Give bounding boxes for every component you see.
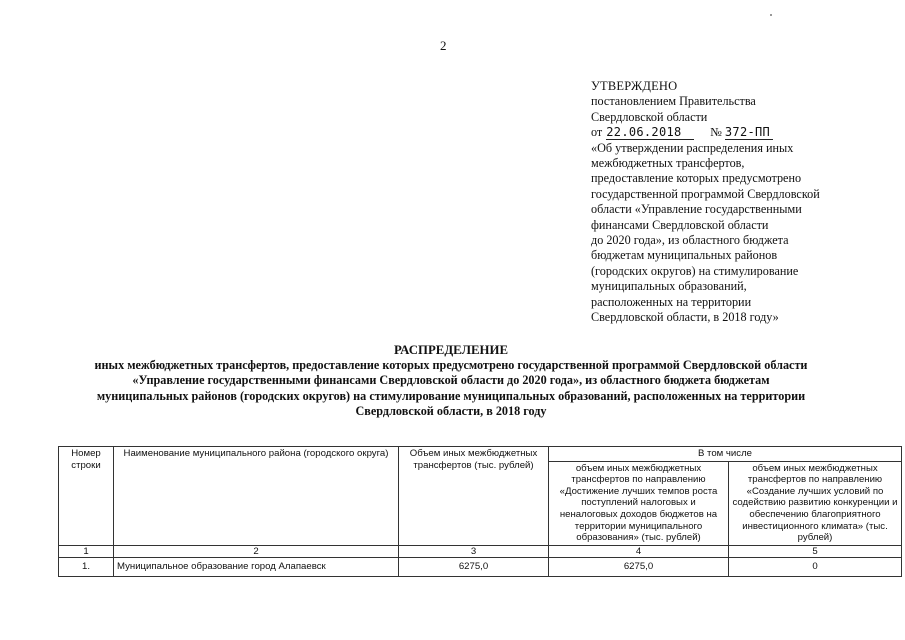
approval-line-2: Свердловской области bbox=[591, 109, 708, 124]
approval-desc-line: финансами Свердловской области bbox=[591, 217, 769, 232]
number-label: № bbox=[710, 125, 722, 140]
direction-2-amount: 0 bbox=[729, 557, 902, 576]
header-total: Объем иных межбюджетных трансфертов (тыс. рублей) bbox=[399, 447, 549, 546]
approval-desc-line: до 2020 года», из областного бюджета bbox=[591, 233, 789, 248]
header-municipality: Наименование муниципального района (городского округа) bbox=[114, 447, 399, 546]
title-main: РАСПРЕДЕЛЕНИЕ bbox=[393, 343, 508, 357]
approval-desc-line: расположенных на территории bbox=[591, 294, 752, 309]
approval-desc-line: (городских округов) на стимулирование bbox=[591, 263, 799, 278]
approval-desc-line: государственной программой Свердловской bbox=[591, 186, 820, 201]
header-row-number: Номер строки bbox=[59, 447, 114, 546]
title-line: иных межбюджетных трансфертов, предоставление которых предусмотрено государственной программой Свердловской области bbox=[94, 358, 808, 373]
column-index-row bbox=[59, 545, 902, 557]
approval-desc-line: Свердловской области, в 2018 году» bbox=[591, 310, 779, 325]
table-header-row bbox=[59, 447, 902, 462]
approval-description bbox=[591, 141, 851, 326]
approval-desc-line: области «Управление государственными bbox=[591, 202, 802, 217]
column-index: 4 bbox=[549, 545, 729, 557]
page-number: 2 bbox=[440, 38, 447, 53]
approval-number: 372-ПП bbox=[725, 126, 773, 140]
approval-desc-line: «Об утверждении распределения иных bbox=[591, 140, 794, 155]
column-index: 2 bbox=[114, 545, 399, 557]
title-line: «Управление государственными финансами Свердловской области до 2020 года», из областного бюджета бюджетам bbox=[132, 373, 770, 388]
approval-line-1: постановлением Правительства bbox=[591, 94, 756, 109]
table-row bbox=[59, 557, 902, 576]
title-line: муниципальных районов (городских округов) на стимулирование муниципальных образований, расположенных на территории bbox=[96, 388, 806, 403]
direction-1-amount: 6275,0 bbox=[549, 557, 729, 576]
column-index: 1 bbox=[59, 545, 114, 557]
approval-date-number-line bbox=[591, 125, 851, 140]
document-title bbox=[40, 343, 862, 419]
header-direction-2: объем иных межбюджетных трансфертов по направлению «Создание лучших условий по содействию развитию конкуренции и обеспечению благоприятного инвестиционного климата» (тыс. рублей) bbox=[729, 461, 902, 545]
approval-desc-line: предоставление которых предусмотрено bbox=[591, 171, 802, 186]
approved-heading: УТВЕРЖДЕНО bbox=[591, 79, 678, 93]
from-label: от bbox=[591, 125, 603, 140]
approval-desc-line: муниципальных образований, bbox=[591, 279, 747, 294]
total-amount: 6275,0 bbox=[399, 557, 549, 576]
approval-desc-line: межбюджетных трансфертов, bbox=[591, 156, 745, 171]
row-number: 1. bbox=[59, 557, 114, 576]
approval-stamp bbox=[591, 79, 851, 326]
municipality-name: Муниципальное образование город Алапаевск bbox=[114, 557, 399, 576]
header-including: В том числе bbox=[549, 447, 902, 462]
header-direction-1: объем иных межбюджетных трансфертов по направлению «Достижение лучших темпов роста поступлений налоговых и неналоговых доходов бюджетов на территории муниципального образования» (тыс. рублей) bbox=[549, 461, 729, 545]
distribution-table bbox=[58, 446, 902, 577]
approval-desc-line: бюджетам муниципальных районов bbox=[591, 248, 778, 263]
approval-date: 22.06.2018 bbox=[606, 126, 694, 140]
scan-speck bbox=[770, 14, 772, 16]
column-index: 5 bbox=[729, 545, 902, 557]
column-index: 3 bbox=[399, 545, 549, 557]
title-line: Свердловской области, в 2018 году bbox=[355, 403, 547, 418]
